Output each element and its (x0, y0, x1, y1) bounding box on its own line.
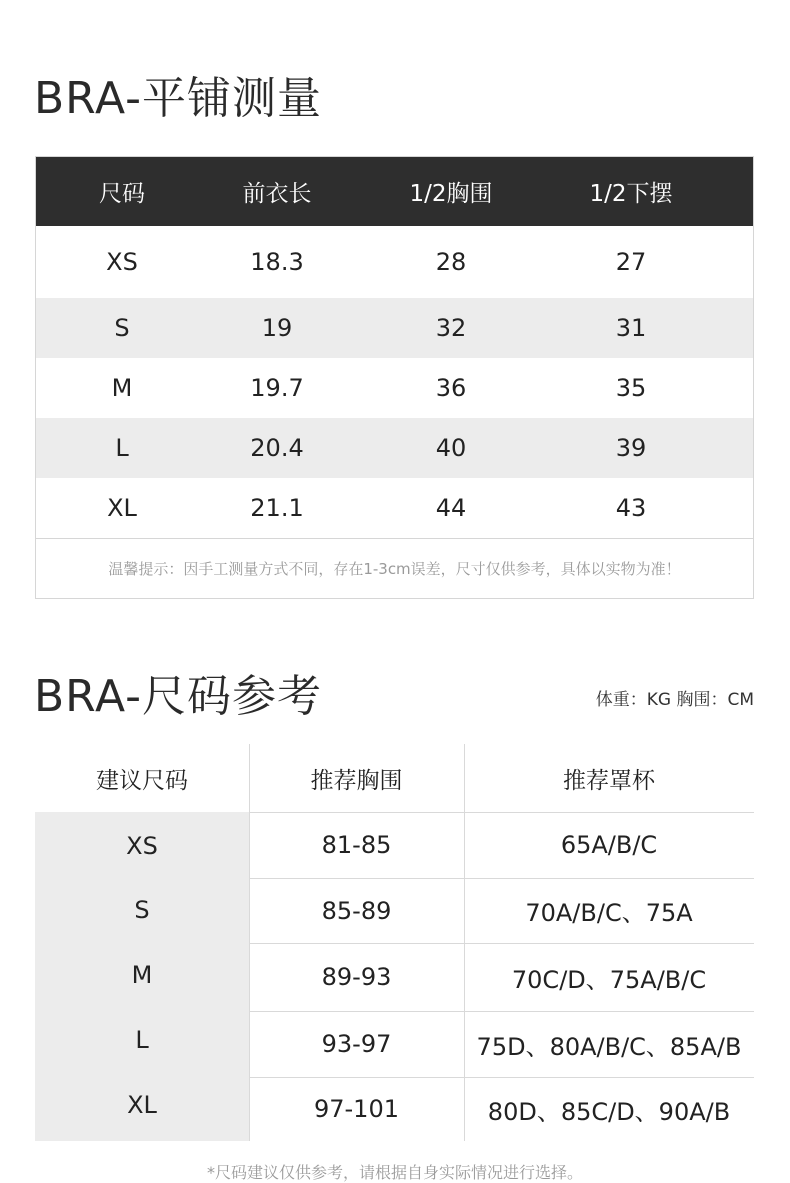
front-length-cell: 19 (261, 314, 293, 342)
header-recommended-size: 建议尺码 (96, 767, 188, 794)
header-half-hem: 1/2下摆 (589, 181, 673, 207)
cup-cell: 65A/B/C (560, 831, 658, 859)
half-hem-cell: 43 (615, 494, 647, 522)
cup-cell: 70C/D、75A/B/C (511, 965, 707, 994)
header-recommended-bust: 推荐胸围 (310, 767, 403, 794)
header-recommended-cup: 推荐罩杯 (563, 767, 655, 794)
front-length-cell: 18.3 (250, 248, 304, 276)
size-reference-table (35, 744, 754, 1141)
measurement-table-header (36, 157, 753, 226)
half-bust-cell: 44 (435, 494, 467, 522)
half-bust-cell: 32 (435, 314, 467, 342)
size-cell: XS (126, 832, 158, 860)
front-length-cell: 20.4 (250, 434, 304, 462)
measurement-note: 温馨提示：因手工测量方式不同，存在1-3cm误差，尺寸仅供参考，具体以实物为准！ (36, 538, 753, 598)
size-cell: S (134, 896, 150, 924)
size-cell: L (135, 1026, 149, 1054)
table-row (36, 418, 753, 478)
front-length-cell: 21.1 (250, 494, 304, 522)
cup-cell: 80D、85C/D、90A/B (487, 1097, 731, 1126)
table-row (36, 298, 753, 358)
size-cell: M (131, 961, 153, 989)
front-length-cell: 19.7 (250, 374, 304, 402)
header-size: 尺码 (99, 181, 145, 207)
size-cell: M (111, 374, 133, 402)
size-cell: XL (127, 1091, 157, 1119)
section2-title: BRA-尺码参考 (34, 671, 322, 722)
half-hem-cell: 35 (615, 374, 647, 402)
section1-title: BRA-平铺测量 (34, 73, 322, 124)
unit-note: 体重：KG 胸围：CM (595, 690, 754, 710)
bust-range-cell: 89-93 (321, 963, 392, 991)
cup-cell: 70A/B/C、75A (525, 899, 693, 927)
half-hem-cell: 27 (615, 248, 647, 276)
size-cell: S (114, 314, 130, 342)
header-half-bust: 1/2胸围 (409, 181, 493, 207)
cup-cell: 75D、80A/B/C、85A/B (476, 1032, 742, 1061)
bust-range-cell: 81-85 (321, 831, 392, 859)
table-row (36, 226, 753, 298)
half-hem-cell: 39 (615, 434, 647, 462)
footnote: *尺码建议仅供参考，请根据自身实际情况进行选择。 (206, 1163, 583, 1182)
size-cell: XL (107, 494, 137, 522)
bust-range-cell: 93-97 (321, 1030, 392, 1058)
table-row (36, 358, 753, 418)
size-reference-header (35, 744, 754, 812)
size-cell: L (115, 434, 129, 462)
bust-range-cell: 97-101 (313, 1095, 399, 1123)
size-cell: XS (106, 248, 138, 276)
header-front-length: 前衣长 (242, 181, 312, 207)
half-bust-cell: 40 (435, 434, 467, 462)
half-bust-cell: 28 (435, 248, 467, 276)
half-bust-cell: 36 (435, 374, 467, 402)
half-hem-cell: 31 (615, 314, 647, 342)
bust-range-cell: 85-89 (321, 896, 392, 925)
measurement-table (35, 156, 754, 599)
table-row (36, 478, 753, 538)
